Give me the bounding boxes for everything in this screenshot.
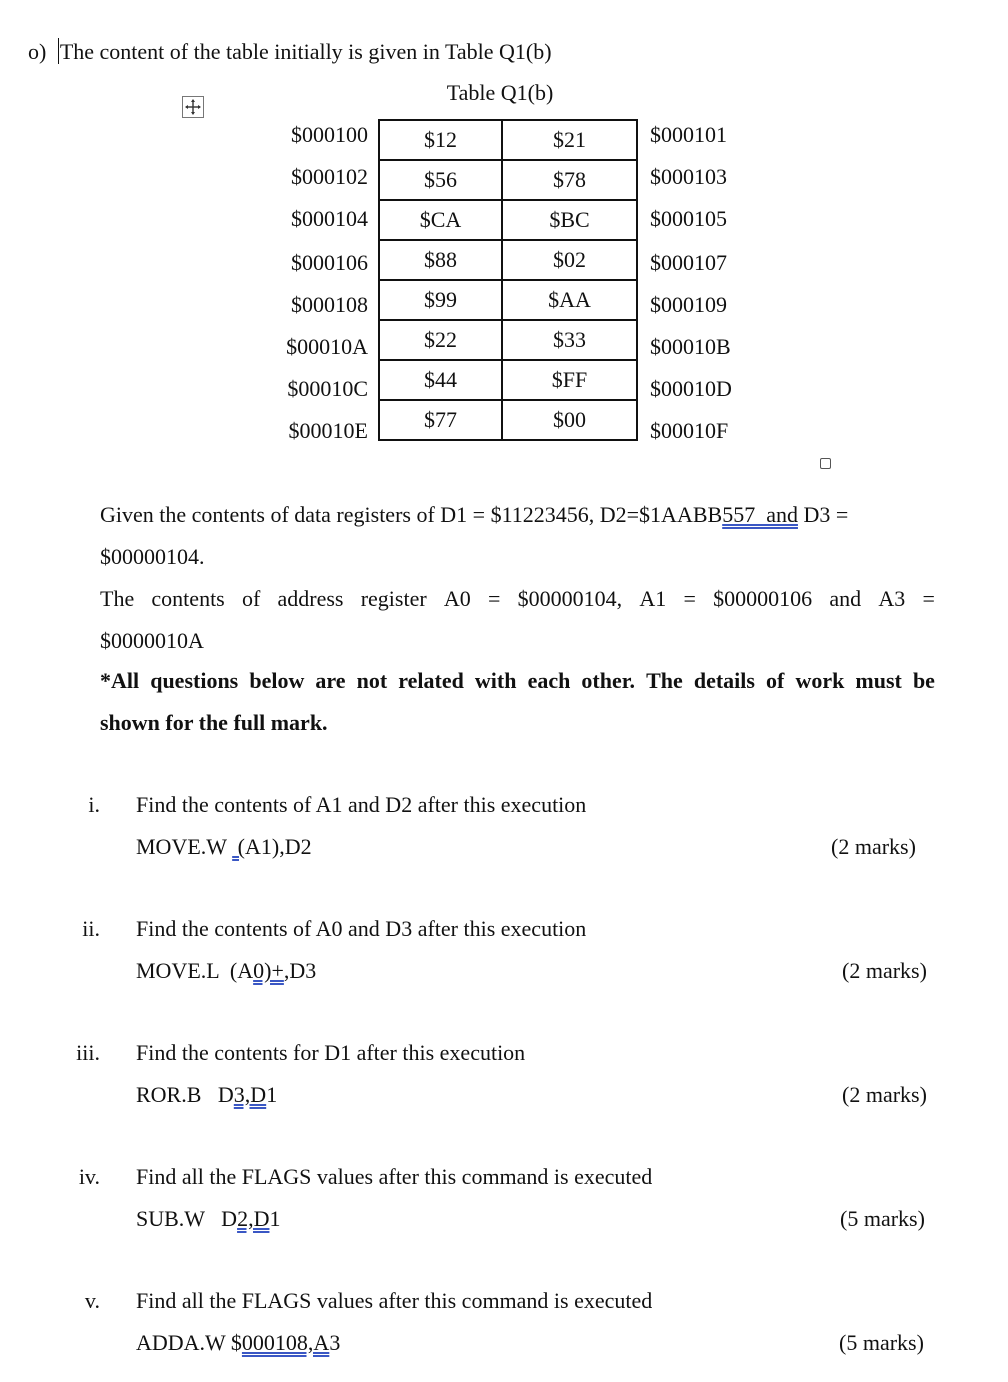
table-resize-handle[interactable] — [820, 458, 831, 469]
table-cell: $77 — [379, 400, 502, 440]
table-row — [379, 200, 637, 240]
question-text: Find all the FLAGS values after this command is executed — [136, 1164, 653, 1189]
left-address: $00010C — [287, 376, 368, 401]
word: $00000106 — [713, 586, 813, 611]
word: The — [646, 668, 683, 693]
table-cell: $21 — [502, 120, 637, 160]
table-row — [379, 320, 637, 360]
left-address: $000108 — [291, 292, 368, 317]
word: are — [315, 668, 346, 693]
right-address: $000103 — [650, 164, 727, 189]
given-address-registers-cont: $0000010A — [100, 628, 204, 653]
word: of — [241, 586, 261, 611]
marks-label: (5 marks) — [840, 1206, 925, 1231]
table-row — [379, 120, 637, 160]
table-row — [379, 160, 637, 200]
marks-label: (2 marks) — [842, 958, 927, 983]
right-address: $000107 — [650, 250, 727, 275]
right-address: $000105 — [650, 206, 727, 231]
right-address: $00010F — [650, 418, 729, 443]
question-instruction: ADDA.W $000108,A3 — [136, 1330, 341, 1355]
heading-label: o) — [28, 39, 47, 64]
word: not — [356, 668, 388, 693]
question-text: Find the contents of A0 and D3 after this execution — [136, 916, 587, 941]
word: The — [100, 586, 135, 611]
marks-label: (2 marks) — [842, 1082, 927, 1107]
table-row — [379, 400, 637, 440]
question-text: Find the contents for D1 after this execution — [136, 1040, 526, 1065]
word: must — [855, 668, 902, 693]
table-row — [379, 280, 637, 320]
table-caption: Table Q1(b) — [446, 80, 554, 105]
word: work — [795, 668, 845, 693]
table-cell: $88 — [379, 240, 502, 280]
word: A1 — [639, 586, 667, 611]
left-address: $00010E — [288, 418, 368, 443]
left-address: $000100 — [291, 122, 368, 147]
table-cell: $BC — [502, 200, 637, 240]
question-heading — [28, 38, 552, 65]
table-cell: $44 — [379, 360, 502, 400]
underlined-text: ( — [232, 834, 245, 859]
table-cell: $AA — [502, 280, 637, 320]
word: related — [398, 668, 464, 693]
right-address: $000101 — [650, 122, 727, 147]
table-cell: $22 — [379, 320, 502, 360]
right-address: $00010B — [650, 334, 731, 359]
instructions-note — [100, 668, 935, 694]
underlined-text: 000108,A — [241, 1330, 330, 1355]
question-instruction: MOVE.L (A0)+,D3 — [136, 958, 317, 983]
word: with — [474, 668, 517, 693]
question-number: iii. — [76, 1040, 100, 1065]
word: = — [683, 586, 696, 611]
table-cell: $00 — [502, 400, 637, 440]
memory-table — [378, 119, 638, 441]
table-row — [379, 240, 637, 280]
underlined-text: 2,D — [237, 1206, 270, 1231]
word: each — [527, 668, 571, 693]
table-cell: $33 — [502, 320, 637, 360]
word: and — [829, 586, 862, 611]
marks-label: (2 marks) — [831, 834, 916, 859]
underlined-text: 557 and — [722, 502, 798, 527]
table-cell: $CA — [379, 200, 502, 240]
given-data-registers-cont: $00000104. — [100, 544, 205, 569]
instructions-note-cont: shown for the full mark. — [100, 710, 328, 735]
question-number: iv. — [78, 1164, 100, 1189]
left-address: $000106 — [291, 250, 368, 275]
table-cell: $99 — [379, 280, 502, 320]
word: of — [766, 668, 785, 693]
word: register — [360, 586, 427, 611]
question-number: v. — [84, 1288, 100, 1313]
question-instruction: ROR.B D3,D1 — [136, 1082, 278, 1107]
word: *All — [100, 668, 140, 693]
heading-text: The content of the table initially is given in Table Q1(b) — [59, 39, 552, 64]
word: below — [249, 668, 305, 693]
question-instruction: SUB.W D2,D1 — [136, 1206, 281, 1231]
underlined-text: 0)+ — [253, 958, 284, 983]
table-move-handle[interactable] — [182, 96, 204, 118]
word: questions — [150, 668, 239, 693]
table-cell: $FF — [502, 360, 637, 400]
underlined-text: 3,D — [233, 1082, 267, 1107]
word: A0 — [443, 586, 471, 611]
question-number: ii. — [82, 916, 100, 941]
word: $00000104, — [517, 586, 623, 611]
word: contents — [151, 586, 225, 611]
question-instruction: MOVE.W (A1),D2 — [136, 834, 312, 859]
given-address-registers — [100, 586, 935, 612]
word: = — [922, 586, 935, 611]
question-text: Find all the FLAGS values after this command is executed — [136, 1288, 653, 1313]
question-number: i. — [88, 792, 100, 817]
left-address: $000102 — [291, 164, 368, 189]
left-address: $00010A — [286, 334, 368, 359]
right-address: $00010D — [650, 376, 732, 401]
text-cursor — [58, 38, 59, 64]
word: = — [488, 586, 501, 611]
question-text: Find the contents of A1 and D2 after this execution — [136, 792, 587, 817]
word: be — [912, 668, 935, 693]
table-row — [379, 360, 637, 400]
word: A3 — [878, 586, 906, 611]
table-cell: $12 — [379, 120, 502, 160]
left-address: $000104 — [291, 206, 368, 231]
right-address: $000109 — [650, 292, 727, 317]
word: address — [277, 586, 344, 611]
table-cell: $78 — [502, 160, 637, 200]
word: details — [693, 668, 755, 693]
word: other. — [581, 668, 635, 693]
table-cell: $02 — [502, 240, 637, 280]
move-arrows-icon — [184, 98, 202, 116]
given-data-registers: Given the contents of data registers of D1 = $11223456, D2=$1AABB557 and D3 = — [100, 502, 849, 527]
table-cell: $56 — [379, 160, 502, 200]
marks-label: (5 marks) — [839, 1330, 924, 1355]
